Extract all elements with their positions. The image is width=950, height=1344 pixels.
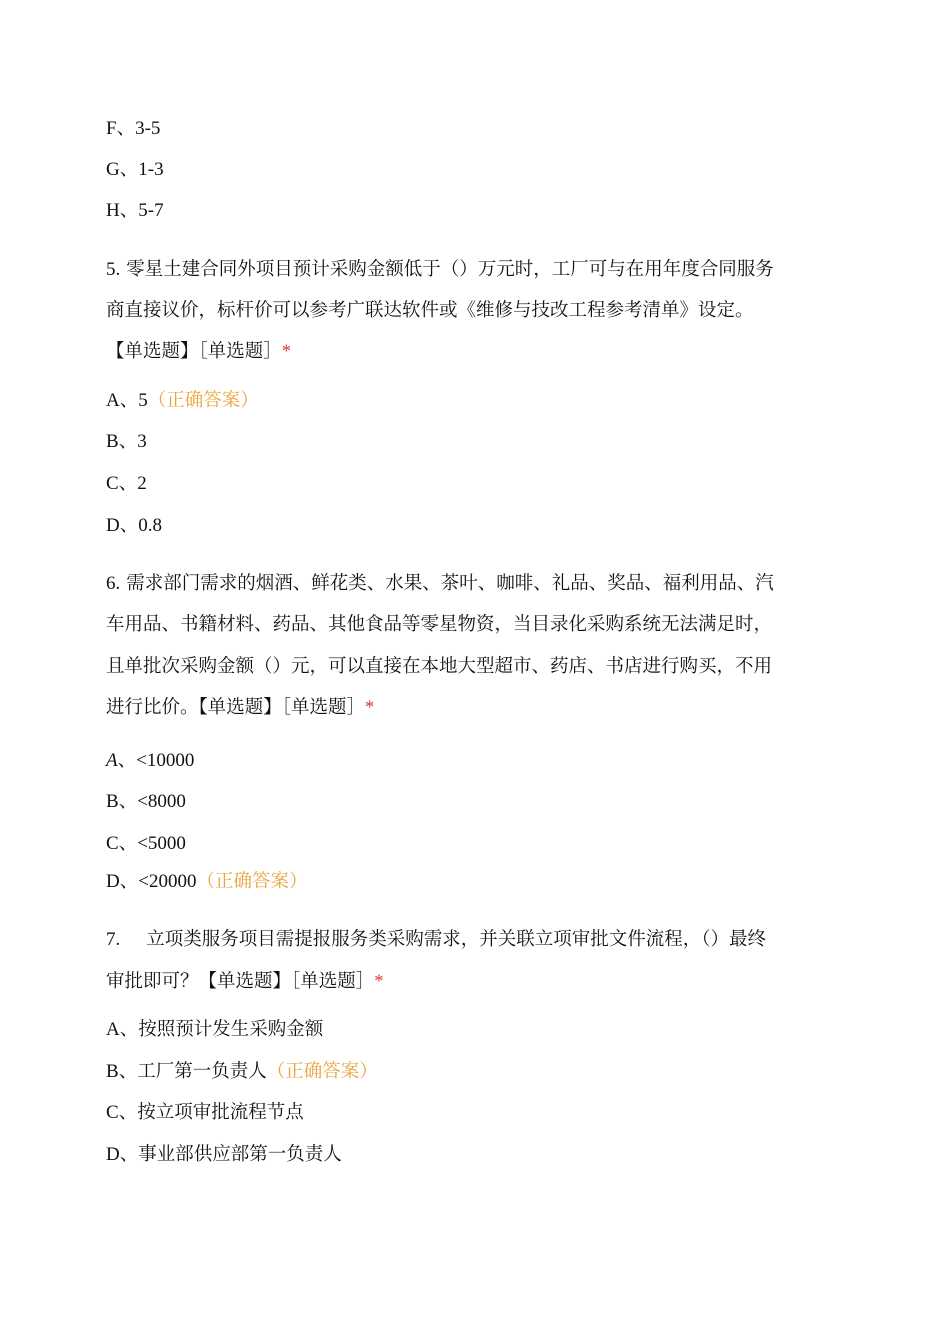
option-letter: D xyxy=(106,871,120,892)
option-separator: 、 xyxy=(119,200,139,221)
q6-option-b xyxy=(106,790,186,814)
question-text: 车用品、书籍材料、药品、其他食品等零星物资，当目录化采购系统无法满足时， xyxy=(106,614,773,635)
q6-text-line-4 xyxy=(106,696,374,720)
q4-option-g xyxy=(106,158,164,182)
q6-option-a xyxy=(106,749,194,773)
option-text: 事业部供应部第一负责人 xyxy=(138,1144,342,1165)
option-text: 5 xyxy=(138,390,148,411)
q6-option-d xyxy=(106,870,307,894)
option-separator: 、 xyxy=(118,431,138,452)
q6-text-line-1 xyxy=(106,572,774,596)
q7-option-c xyxy=(106,1101,304,1125)
option-separator: 、 xyxy=(118,1061,138,1082)
question-text: 需求部门需求的烟酒、鲜花类、水果、茶叶、咖啡、礼品、奖品、福利用品、汽 xyxy=(126,573,774,594)
option-text: 3 xyxy=(137,431,147,452)
option-letter: H xyxy=(106,200,120,221)
option-separator: 、 xyxy=(119,1144,139,1165)
question-number: 5. xyxy=(106,259,121,280)
required-star: * xyxy=(374,972,384,992)
option-separator: 、 xyxy=(118,473,138,494)
q7-option-b xyxy=(106,1060,378,1084)
option-separator: 、 xyxy=(118,791,138,812)
question-text: 立项类服务项目需提报服务类采购需求，并关联立项审批文件流程，（）最终 xyxy=(146,929,767,950)
option-text: 1-3 xyxy=(138,159,164,180)
option-separator: 、 xyxy=(117,750,137,771)
q6-text-line-2 xyxy=(106,613,772,637)
question-text: 审批即可？ xyxy=(106,971,199,992)
option-separator: 、 xyxy=(119,871,139,892)
question-type-tag: 【单选题】［单选题］ xyxy=(106,341,282,362)
question-text: 商直接议价，标杆价可以参考广联达软件或《维修与技改工程参考清单》设定。 xyxy=(106,300,754,321)
q6-option-c xyxy=(106,832,186,856)
question-text: 进行比价。 xyxy=(106,697,199,718)
option-separator: 、 xyxy=(118,833,138,854)
option-text: <20000 xyxy=(138,871,197,892)
q5-option-a xyxy=(106,389,259,413)
option-letter: F xyxy=(106,118,117,139)
question-text: 零星土建合同外项目预计采购金额低于（）万元时，工厂可与在用年度合同服务 xyxy=(126,259,774,280)
option-text: <10000 xyxy=(136,750,195,771)
q4-option-f xyxy=(106,117,160,141)
q5-text-line-1 xyxy=(106,258,774,282)
option-separator: 、 xyxy=(119,390,139,411)
correct-answer-badge: （正确答案） xyxy=(147,390,259,411)
q7-text-line-2 xyxy=(106,970,384,994)
option-letter: B xyxy=(106,1061,119,1082)
q5-option-d xyxy=(106,514,162,538)
option-separator: 、 xyxy=(118,1102,138,1123)
option-letter: C xyxy=(106,473,119,494)
question-number: 7. xyxy=(106,929,121,950)
question-text: 且单批次采购金额（）元，可以直接在本地大型超市、药店、书店进行购买，不用 xyxy=(106,656,773,677)
q5-option-c xyxy=(106,472,147,496)
option-letter: A xyxy=(106,390,120,411)
option-separator: 、 xyxy=(119,1019,139,1040)
question-type-tag: 【单选题】［单选题］ xyxy=(198,697,366,718)
option-text: <5000 xyxy=(137,833,186,854)
option-text: 3-5 xyxy=(135,118,161,139)
q7-text-line-1 xyxy=(106,928,766,952)
q5-type-line xyxy=(106,340,291,364)
correct-answer-badge: （正确答案） xyxy=(266,1061,378,1082)
option-text: 工厂第一负责人 xyxy=(137,1061,267,1082)
option-letter: B xyxy=(106,791,119,812)
option-letter: A xyxy=(106,750,118,771)
option-letter: C xyxy=(106,1102,119,1123)
option-letter: A xyxy=(106,1019,120,1040)
question-number: 6. xyxy=(106,573,121,594)
q7-option-a xyxy=(106,1018,323,1042)
q5-text-line-2 xyxy=(106,299,754,323)
option-letter: D xyxy=(106,1144,120,1165)
correct-answer-badge: （正确答案） xyxy=(196,871,308,892)
q4-option-h xyxy=(106,199,164,223)
option-separator: 、 xyxy=(119,515,139,536)
q6-text-line-3 xyxy=(106,655,772,679)
required-star: * xyxy=(281,342,292,362)
option-letter: B xyxy=(106,431,119,452)
option-text: 2 xyxy=(137,473,147,494)
option-separator: 、 xyxy=(119,159,139,180)
option-text: 5-7 xyxy=(138,200,164,221)
option-letter: C xyxy=(106,833,119,854)
q7-option-d xyxy=(106,1143,342,1167)
required-star: * xyxy=(365,698,375,718)
option-text: 按立项审批流程节点 xyxy=(137,1102,304,1123)
option-letter: G xyxy=(106,159,120,180)
q5-option-b xyxy=(106,430,147,454)
option-letter: D xyxy=(106,515,120,536)
option-separator: 、 xyxy=(116,118,136,139)
option-text: <8000 xyxy=(137,791,186,812)
option-text: 0.8 xyxy=(138,515,162,536)
option-text: 按照预计发生采购金额 xyxy=(138,1019,324,1040)
question-type-tag: 【单选题】［单选题］ xyxy=(198,971,375,992)
